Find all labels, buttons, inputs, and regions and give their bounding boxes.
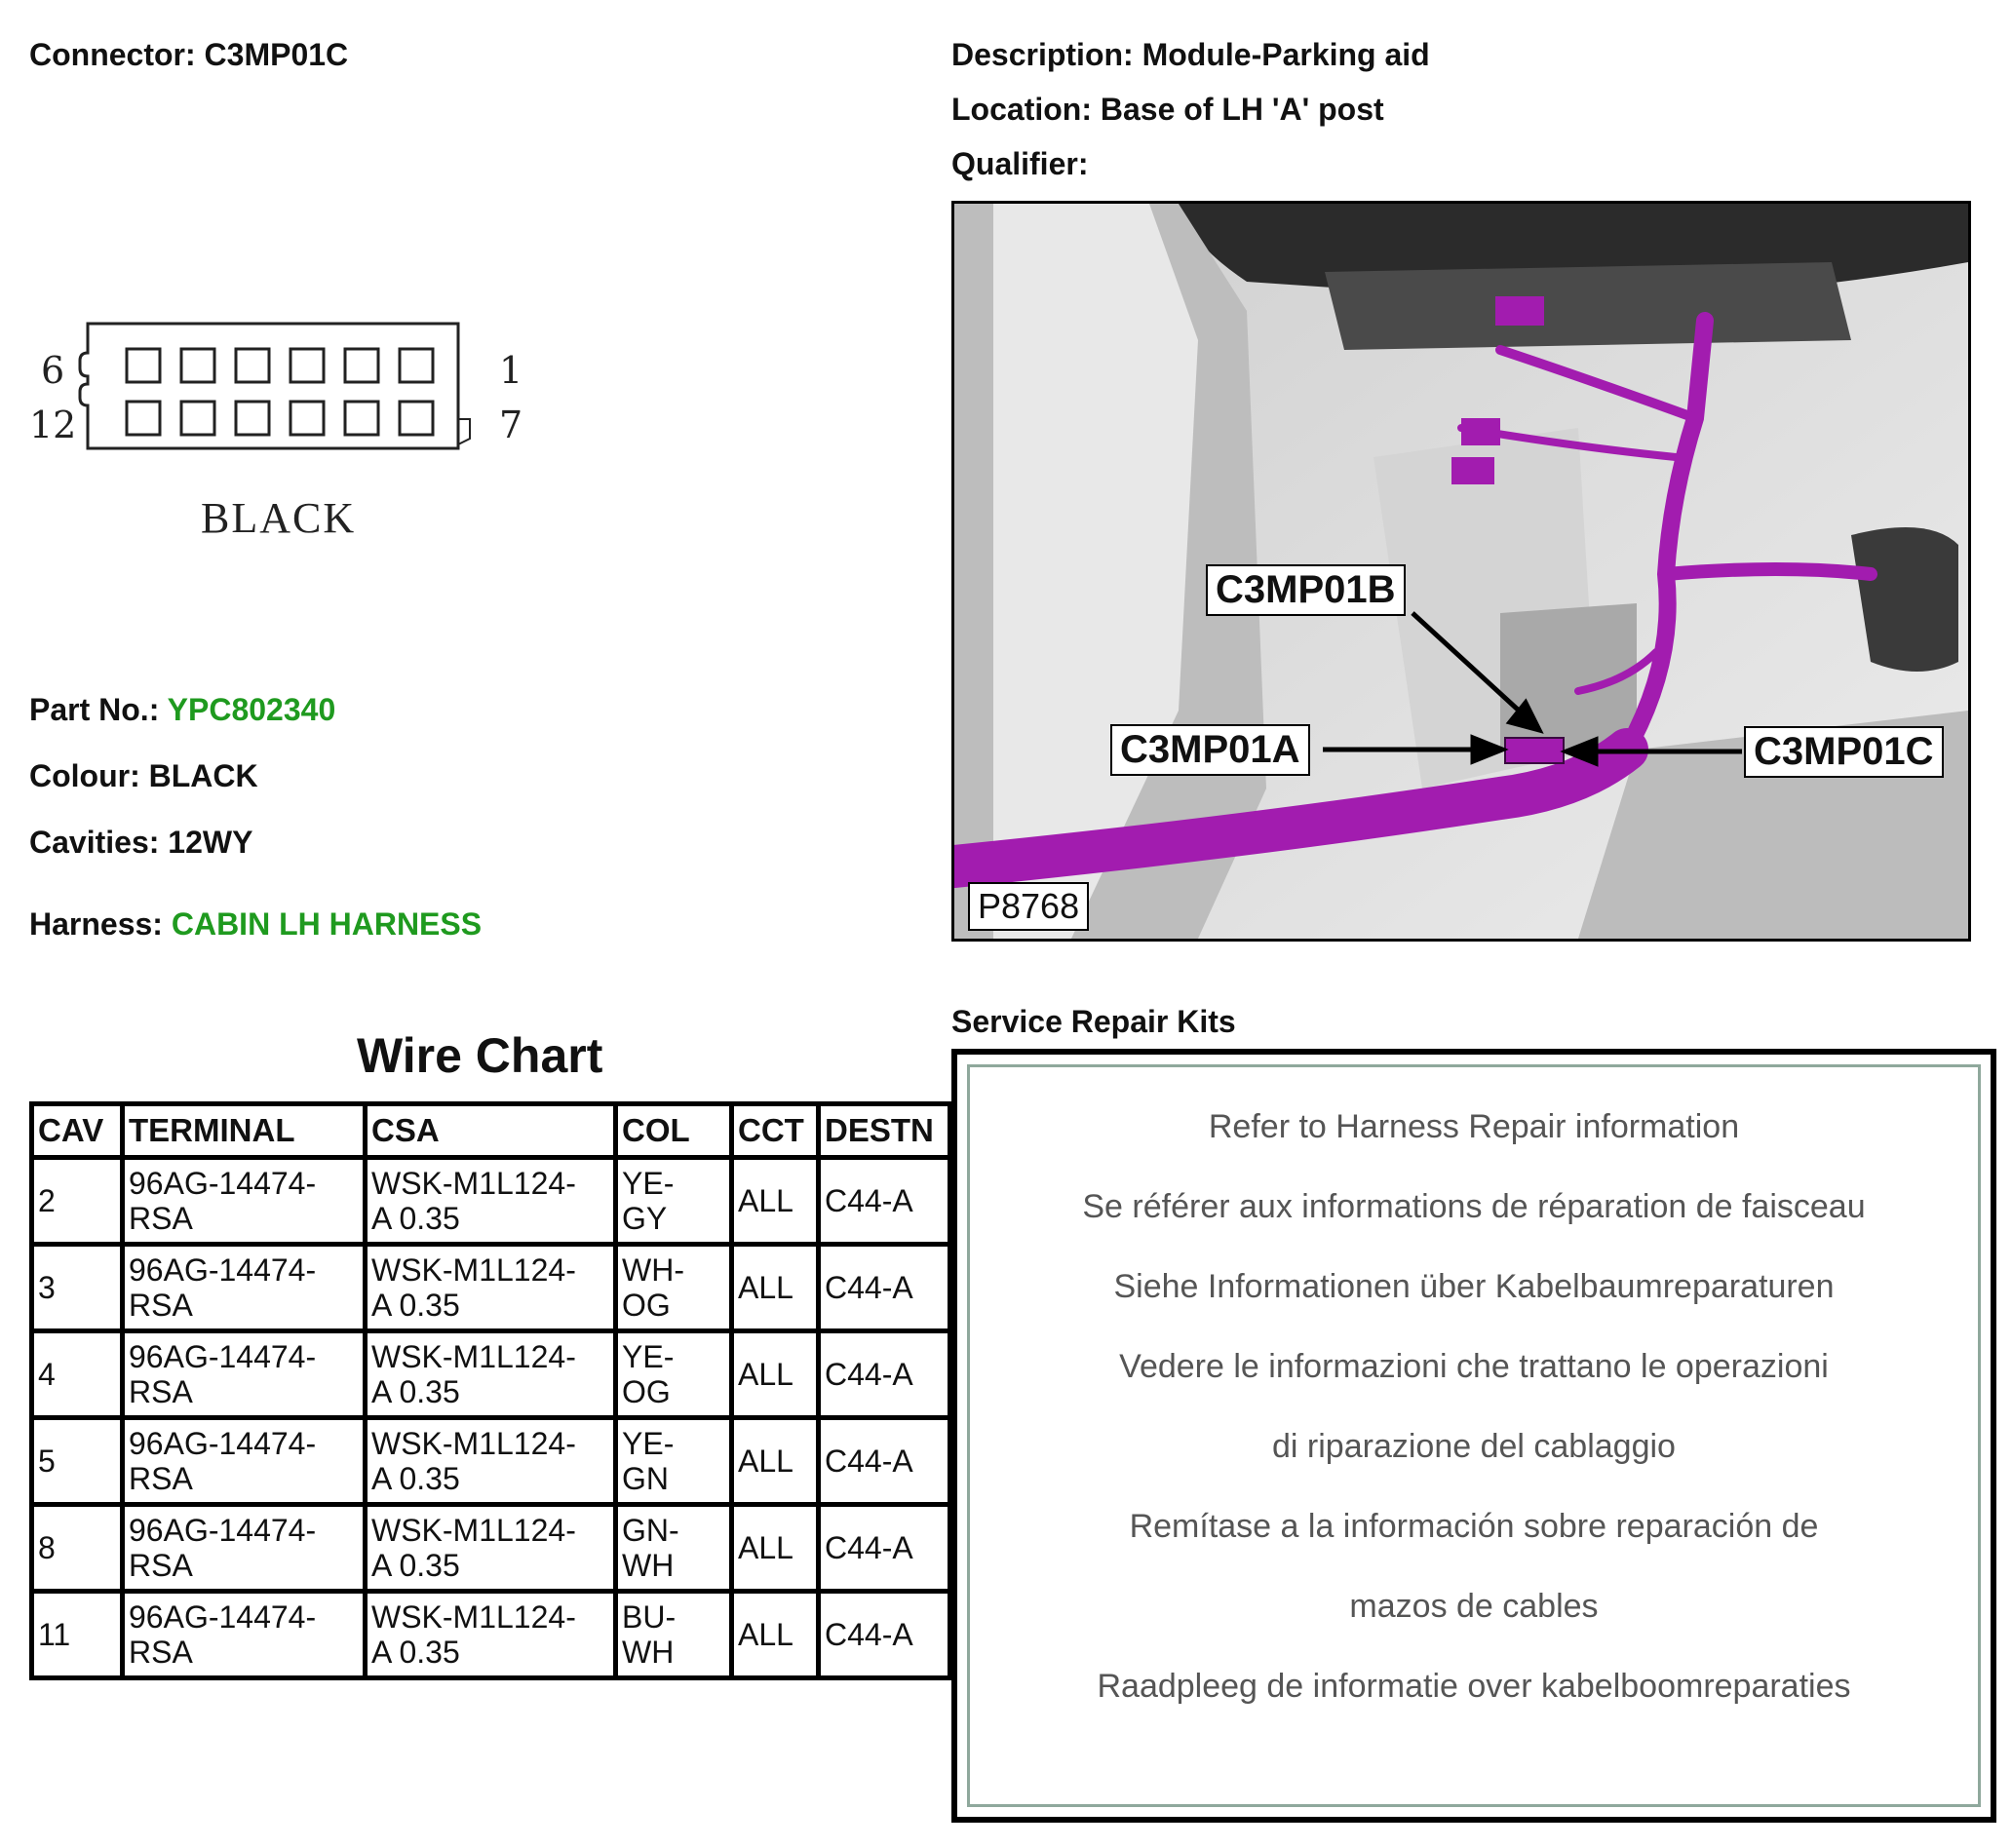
csa-line-2: A 0.35 xyxy=(371,1548,460,1583)
description-label: Description: xyxy=(951,37,1134,72)
destn-cell: C44-A xyxy=(819,1331,950,1418)
table-row xyxy=(32,1331,950,1418)
cct-cell: ALL xyxy=(732,1245,819,1331)
part-no-label: Part No.: xyxy=(29,692,160,727)
col-line-2: OG xyxy=(622,1374,671,1409)
col-header-cav: CAV xyxy=(32,1104,123,1158)
harness-link[interactable]: CABIN LH HARNESS xyxy=(171,906,483,942)
csa-line-1: WSK-M1L124- xyxy=(371,1339,576,1374)
csa-cell xyxy=(366,1245,616,1331)
part-no-link[interactable]: YPC802340 xyxy=(167,692,336,727)
col-header-terminal: TERMINAL xyxy=(123,1104,366,1158)
cav-cell: 2 xyxy=(32,1158,123,1245)
pin-12-label: 12 xyxy=(29,404,77,446)
destn-cell: C44-A xyxy=(819,1592,950,1678)
qualifier-line xyxy=(951,146,1088,182)
col-line-2: GY xyxy=(622,1201,668,1236)
col-cell xyxy=(616,1331,732,1418)
terminal-line-2: RSA xyxy=(129,1461,193,1496)
col-line-2: WH xyxy=(622,1548,675,1583)
connector-face-outline xyxy=(29,312,536,487)
csa-line-2: A 0.35 xyxy=(371,1635,460,1670)
terminal-line-2: RSA xyxy=(129,1374,193,1409)
table-header-row xyxy=(32,1104,950,1158)
kit-line-fr: Se référer aux informations de réparation de faisceau xyxy=(1082,1188,1866,1225)
kit-line-it-1: Vedere le informazioni che trattano le operazioni xyxy=(1119,1348,1829,1385)
csa-line-2: A 0.35 xyxy=(371,1201,460,1236)
terminal-line-1: 96AG-14474- xyxy=(129,1426,317,1461)
service-repair-kits-box xyxy=(951,1049,1996,1823)
kit-line-nl: Raadpleeg de informatie over kabelboomreparaties xyxy=(1097,1668,1851,1705)
col-header-csa: CSA xyxy=(366,1104,616,1158)
csa-line-1: WSK-M1L124- xyxy=(371,1599,576,1635)
kit-line-en: Refer to Harness Repair information xyxy=(1208,1108,1740,1145)
csa-cell xyxy=(366,1158,616,1245)
csa-line-1: WSK-M1L124- xyxy=(371,1513,576,1548)
kit-line-es-2: mazos de cables xyxy=(1349,1588,1599,1625)
csa-line-2: A 0.35 xyxy=(371,1374,460,1409)
cavities-label: Cavities: xyxy=(29,825,160,860)
col-line-1: WH- xyxy=(622,1252,684,1288)
pin-6-label: 6 xyxy=(41,349,65,392)
cav-cell: 11 xyxy=(32,1592,123,1678)
location-line xyxy=(951,92,1384,128)
cct-cell: ALL xyxy=(732,1331,819,1418)
connector-id xyxy=(29,37,348,73)
col-line-2: WH xyxy=(622,1635,675,1670)
description-line xyxy=(951,37,1430,73)
part-no-line xyxy=(29,692,335,728)
table-row xyxy=(32,1505,950,1592)
callout-c3mp01c: C3MP01C xyxy=(1744,726,1944,778)
col-line-1: YE- xyxy=(622,1339,675,1374)
location-label: Location: xyxy=(951,92,1092,127)
cav-cell: 4 xyxy=(32,1331,123,1418)
wire-chart-table xyxy=(29,1101,952,1680)
service-repair-kits-inner xyxy=(967,1064,1981,1807)
cav-cell: 3 xyxy=(32,1245,123,1331)
cav-cell: 8 xyxy=(32,1505,123,1592)
col-cell xyxy=(616,1505,732,1592)
kit-line-it-2: di riparazione del cablaggio xyxy=(1272,1428,1676,1465)
terminal-line-1: 96AG-14474- xyxy=(129,1513,317,1548)
harness-label: Harness: xyxy=(29,906,163,942)
col-line-1: BU- xyxy=(622,1599,677,1635)
callout-c3mp01b: C3MP01B xyxy=(1206,564,1406,616)
cct-cell: ALL xyxy=(732,1418,819,1505)
terminal-line-1: 96AG-14474- xyxy=(129,1599,317,1635)
col-header-destn: DESTN xyxy=(819,1104,950,1158)
col-cell xyxy=(616,1418,732,1505)
col-header-col: COL xyxy=(616,1104,732,1158)
terminal-cell xyxy=(123,1505,366,1592)
col-cell xyxy=(616,1158,732,1245)
vehicle-illustration xyxy=(954,204,1968,939)
col-line-1: YE- xyxy=(622,1426,675,1461)
table-row xyxy=(32,1245,950,1331)
figure-reference: P8768 xyxy=(968,882,1089,931)
description-value: Module-Parking aid xyxy=(1141,37,1430,72)
cct-cell: ALL xyxy=(732,1158,819,1245)
colour-value: BLACK xyxy=(148,758,258,793)
terminal-line-1: 96AG-14474- xyxy=(129,1166,317,1201)
kit-line-es-1: Remítase a la información sobre reparación de xyxy=(1129,1508,1819,1545)
csa-line-1: WSK-M1L124- xyxy=(371,1426,576,1461)
destn-cell: C44-A xyxy=(819,1418,950,1505)
table-row xyxy=(32,1158,950,1245)
wire-chart-title: Wire Chart xyxy=(357,1028,603,1083)
colour-line xyxy=(29,758,258,794)
pin-1-label: 1 xyxy=(499,349,523,392)
location-value: Base of LH 'A' post xyxy=(1100,92,1384,127)
csa-cell xyxy=(366,1505,616,1592)
terminal-cell xyxy=(123,1418,366,1505)
csa-cell xyxy=(366,1331,616,1418)
terminal-cell xyxy=(123,1245,366,1331)
cct-cell: ALL xyxy=(732,1505,819,1592)
cavities-line xyxy=(29,825,252,861)
terminal-line-2: RSA xyxy=(129,1548,193,1583)
csa-cell xyxy=(366,1592,616,1678)
col-cell xyxy=(616,1245,732,1331)
kit-line-de: Siehe Informationen über Kabelbaumreparaturen xyxy=(1113,1268,1835,1305)
cav-cell: 5 xyxy=(32,1418,123,1505)
connector-label: Connector: xyxy=(29,37,196,72)
terminal-cell xyxy=(123,1331,366,1418)
callout-c3mp01a: C3MP01A xyxy=(1110,724,1310,776)
terminal-line-2: RSA xyxy=(129,1288,193,1323)
harness-line xyxy=(29,906,482,943)
cavities-value: 12WY xyxy=(168,825,253,860)
destn-cell: C44-A xyxy=(819,1245,950,1331)
connector-value: C3MP01C xyxy=(204,37,349,72)
col-line-1: GN- xyxy=(622,1513,679,1548)
csa-line-1: WSK-M1L124- xyxy=(371,1252,576,1288)
terminal-line-2: RSA xyxy=(129,1635,193,1670)
col-line-2: GN xyxy=(622,1461,669,1496)
terminal-cell xyxy=(123,1158,366,1245)
csa-line-2: A 0.35 xyxy=(371,1288,460,1323)
col-cell xyxy=(616,1592,732,1678)
colour-label: Colour: xyxy=(29,758,140,793)
pin-7-label: 7 xyxy=(499,404,523,446)
connector-face-diagram xyxy=(29,312,536,565)
service-repair-kits-title: Service Repair Kits xyxy=(951,1004,1236,1039)
location-figure xyxy=(951,201,1971,942)
table-row xyxy=(32,1592,950,1678)
csa-cell xyxy=(366,1418,616,1505)
wire-chart xyxy=(29,1101,952,1680)
csa-line-1: WSK-M1L124- xyxy=(371,1166,576,1201)
connector-colour-label: BLACK xyxy=(201,494,357,542)
cct-cell: ALL xyxy=(732,1592,819,1678)
terminal-line-2: RSA xyxy=(129,1201,193,1236)
csa-line-2: A 0.35 xyxy=(371,1461,460,1496)
terminal-line-1: 96AG-14474- xyxy=(129,1339,317,1374)
terminal-cell xyxy=(123,1592,366,1678)
col-line-1: YE- xyxy=(622,1166,675,1201)
col-header-cct: CCT xyxy=(732,1104,819,1158)
terminal-line-1: 96AG-14474- xyxy=(129,1252,317,1288)
qualifier-label: Qualifier: xyxy=(951,146,1089,181)
table-row xyxy=(32,1418,950,1505)
col-line-2: OG xyxy=(622,1288,671,1323)
destn-cell: C44-A xyxy=(819,1505,950,1592)
destn-cell: C44-A xyxy=(819,1158,950,1245)
